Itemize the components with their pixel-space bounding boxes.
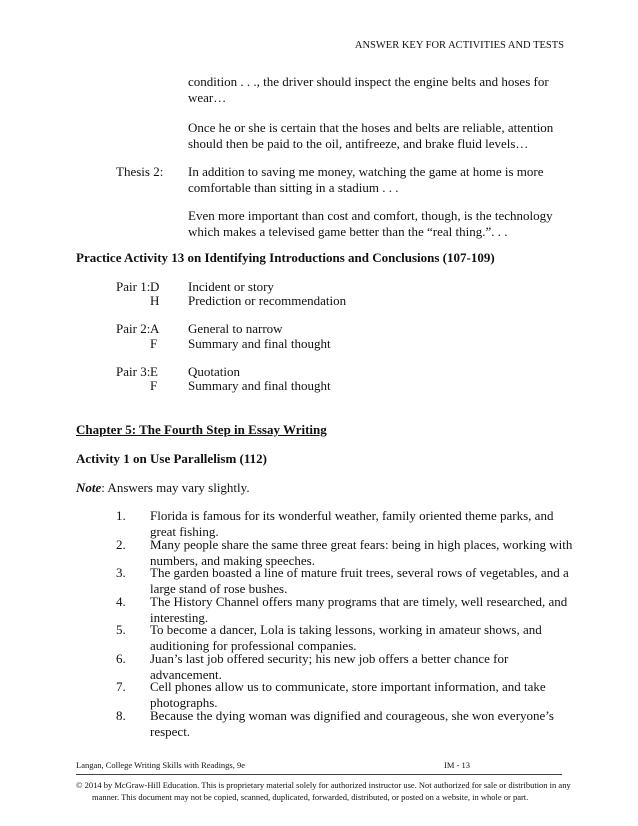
item-7-text — [150, 679, 546, 711]
text-line: Because the dying woman was dignified and courageous, she won everyone’s — [150, 708, 554, 723]
thesis-paragraph-1 — [188, 74, 549, 106]
text-line: To become a dancer, Lola is taking lessons, working in amateur shows, and — [150, 622, 542, 637]
thesis-2-label: Thesis 2: — [116, 164, 164, 179]
pair-2-letter-2: F — [150, 336, 158, 351]
text-line: interesting. — [150, 610, 209, 625]
pair-1-label: Pair 1: — [116, 279, 151, 294]
note-line — [76, 480, 250, 496]
item-8-text — [150, 708, 554, 740]
thesis-2-text — [188, 164, 544, 196]
pair-3-answer-2: Summary and final thought — [188, 378, 331, 393]
text-line: photographs. — [150, 695, 218, 710]
item-8-number: 8. — [116, 708, 126, 723]
text-line: Florida is famous for its wonderful weather, family oriented theme parks, and — [150, 508, 554, 523]
text-line: Even more important than cost and comfort, though, is the technology — [188, 208, 553, 223]
item-5-number: 5. — [116, 622, 126, 637]
footer-divider — [76, 774, 562, 775]
thesis-paragraph-3 — [188, 208, 553, 240]
item-7-number: 7. — [116, 679, 126, 694]
text-line: Many people share the same three great fears: being in high places, working with — [150, 537, 573, 552]
item-2-number: 2. — [116, 537, 126, 552]
text-line: wear… — [188, 90, 227, 105]
text-line: comfortable than sitting in a stadium . . . — [188, 180, 399, 195]
text-line: should then be paid to the oil, antifreeze, and brake fluid levels… — [188, 136, 529, 151]
text-line: Cell phones allow us to communicate, store important information, and take — [150, 679, 546, 694]
text-line: large stand of rose bushes. — [150, 581, 288, 596]
pair-3-letter-1: E — [150, 364, 158, 379]
text-line: The History Channel offers many programs that are timely, well researched, and — [150, 594, 568, 609]
item-4-number: 4. — [116, 594, 126, 609]
pair-1-letter-1: D — [150, 279, 160, 294]
footer-copyright-line-2: manner. This document may not be copied, scanned, duplicated, forwarded, distributed, or posted on a website, in whole or part. — [92, 792, 529, 802]
text-line: respect. — [150, 724, 191, 739]
item-1-text — [150, 508, 553, 540]
text-line: great fishing. — [150, 524, 219, 539]
item-3-text — [150, 565, 569, 597]
pair-2-label: Pair 2: — [116, 321, 151, 336]
pair-2-answer-2: Summary and final thought — [188, 336, 331, 351]
text-line: auditioning for professional companies. — [150, 638, 357, 653]
text-line: In addition to saving me money, watching the game at home is more — [188, 164, 544, 179]
item-6-number: 6. — [116, 651, 126, 666]
thesis-paragraph-2 — [188, 120, 553, 152]
item-3-number: 3. — [116, 565, 126, 580]
item-1-number: 1. — [116, 508, 126, 523]
note-label: Note — [76, 480, 102, 495]
pair-2-letter-1: A — [150, 321, 160, 336]
text-line: condition . . ., the driver should inspect the engine belts and hoses for — [188, 74, 549, 89]
practice-13-heading: Practice Activity 13 on Identifying Introductions and Conclusions (107-109) — [76, 250, 495, 265]
pair-1-answer-2: Prediction or recommendation — [188, 293, 347, 308]
chapter-5-heading: Chapter 5: The Fourth Step in Essay Writing — [76, 422, 327, 437]
text-line: advancement. — [150, 667, 222, 682]
pair-3-letter-2: F — [150, 378, 158, 393]
text-line: numbers, and making speeches. — [150, 553, 315, 568]
pair-3-answer-1: Quotation — [188, 364, 240, 379]
text-line: Juan’s last job offered security; his new job offers a better chance for — [150, 651, 509, 666]
footer-book-title: Langan, College Writing Skills with Readings, 9e — [76, 760, 246, 770]
pair-3-label: Pair 3: — [116, 364, 151, 379]
item-5-text — [150, 622, 542, 654]
footer-page-number: IM - 13 — [444, 760, 470, 770]
note-text: : Answers may vary slightly. — [101, 480, 250, 495]
text-line: The garden boasted a line of mature fruit trees, several rows of vegetables, and a — [150, 565, 569, 580]
text-line: which makes a televised game better than the “real thing.”. . . — [188, 224, 508, 239]
pair-1-letter-2: H — [150, 293, 160, 308]
text-line: Once he or she is certain that the hoses and belts are reliable, attention — [188, 120, 554, 135]
page-header: ANSWER KEY FOR ACTIVITIES AND TESTS — [354, 40, 564, 51]
footer-copyright-line-1: © 2014 by McGraw-Hill Education. This is proprietary material solely for authorized instructor use. Not authorized for sale or distribution in any — [76, 780, 571, 790]
pair-2-answer-1: General to narrow — [188, 321, 283, 336]
activity-1-heading: Activity 1 on Use Parallelism (112) — [76, 451, 267, 466]
pair-1-answer-1: Incident or story — [188, 279, 274, 294]
